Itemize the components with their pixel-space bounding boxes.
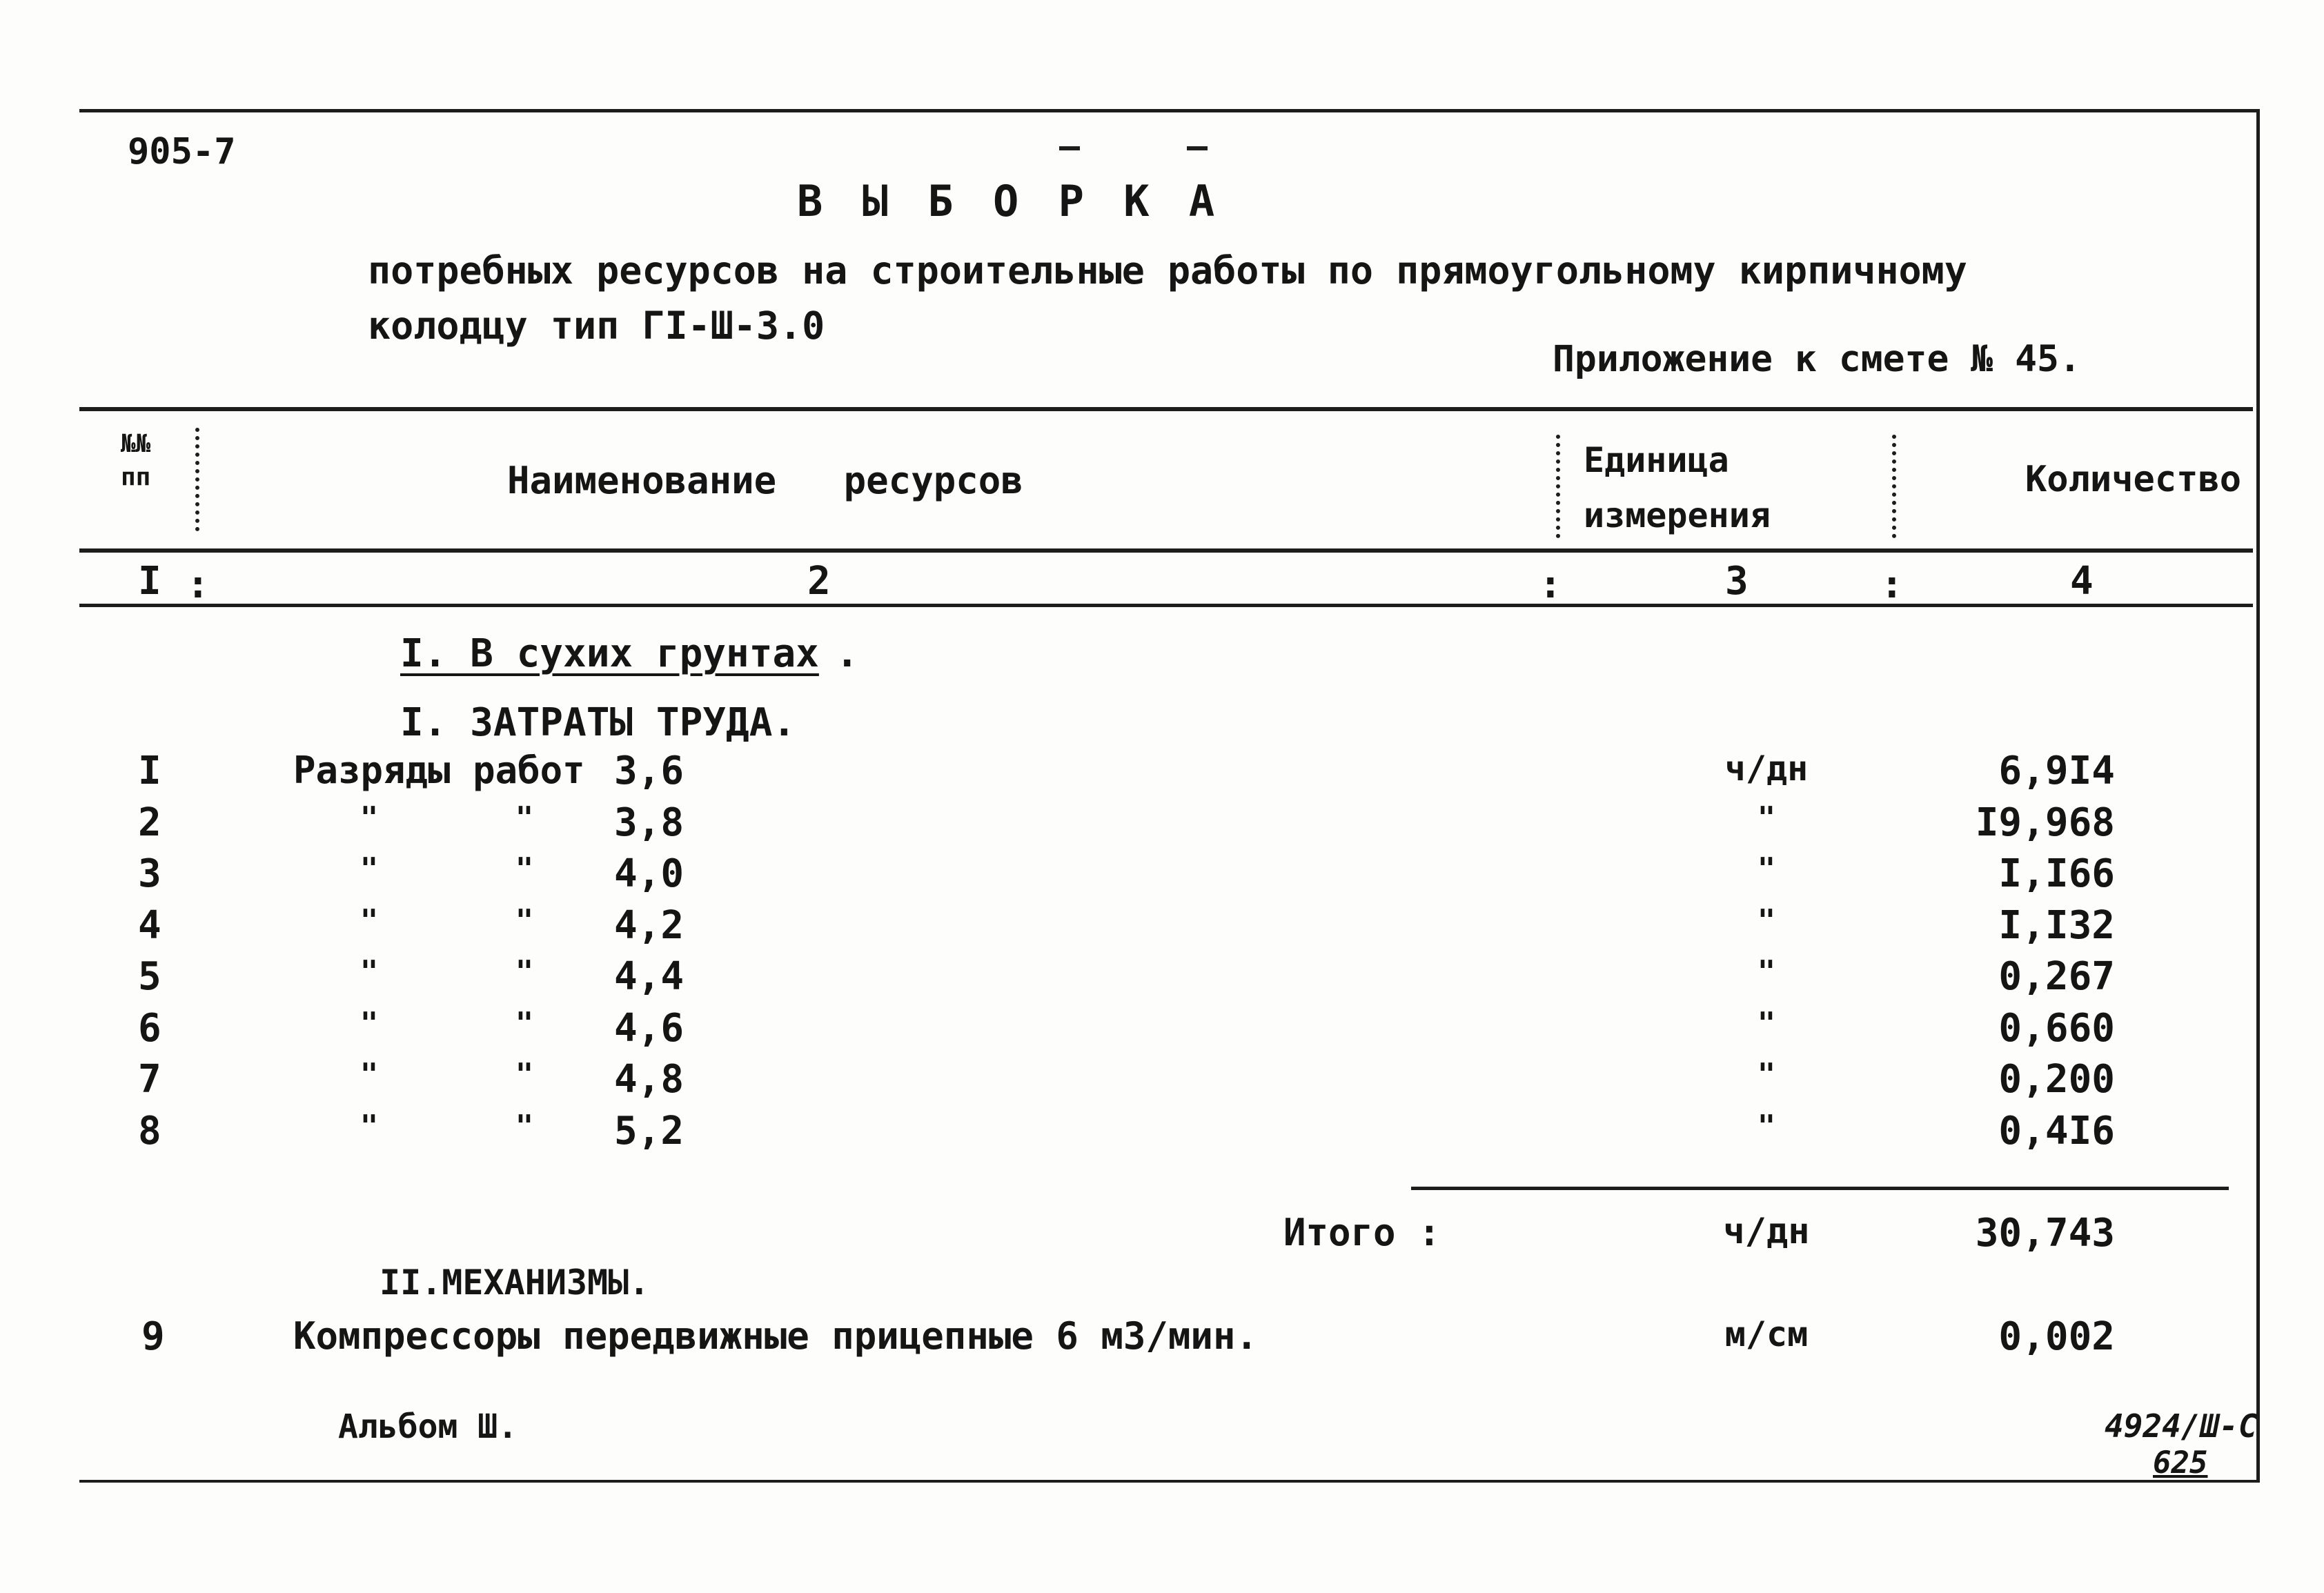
- document-title: В Ы Б О Р К А: [797, 176, 1222, 226]
- labor-row-quantity: 0,267: [1998, 954, 2115, 999]
- diacritic-mark: [1059, 146, 1080, 150]
- subsection-heading-labor: I. ЗАТРАТЫ ТРУДА.: [400, 700, 796, 745]
- appendix-reference: Приложение к смете № 45.: [1553, 338, 2081, 380]
- header-rule-top: [79, 407, 2253, 411]
- mech-row-quantity: 0,002: [1998, 1314, 2115, 1359]
- labor-row-quantity: 0,660: [1998, 1006, 2115, 1051]
- labor-row-number: 8: [138, 1109, 161, 1154]
- labor-row-unit: ": [1757, 851, 1776, 887]
- labor-row-number: 7: [138, 1057, 161, 1102]
- labor-row-ditto: ": [360, 1109, 379, 1144]
- labor-row-number: 2: [138, 800, 161, 845]
- header-rule-bottom: [79, 604, 2253, 607]
- labor-row-number: I: [138, 749, 161, 793]
- labor-row-number: 3: [138, 851, 161, 896]
- labor-row-unit: ч/дн: [1724, 749, 1809, 789]
- labor-row-number: 6: [138, 1006, 161, 1051]
- total-rule: [1411, 1187, 2229, 1190]
- col-marker: :: [1880, 562, 1904, 607]
- section-heading-suffix: .: [835, 631, 859, 676]
- labor-row-grade: 4,4: [614, 954, 685, 999]
- col-marker: :: [186, 562, 210, 607]
- frame-bottom: [79, 1480, 2260, 1483]
- document-subtitle-line1: потребных ресурсов на строительные работы по прямоугольному кирпичному: [368, 248, 1967, 293]
- labor-row-ditto: ": [515, 1109, 534, 1144]
- header-col-name: Наименование ресурсов: [507, 459, 1023, 502]
- col-marker: :: [1539, 562, 1562, 607]
- subsection-heading-mechanisms: II.МЕХАНИЗМЫ.: [380, 1263, 650, 1303]
- frame-top: [79, 109, 2260, 112]
- labor-row-number: 5: [138, 954, 161, 999]
- labor-row-quantity: I9,968: [1975, 800, 2115, 845]
- labor-row-ditto: ": [515, 903, 534, 938]
- labor-row-number: 4: [138, 903, 161, 948]
- labor-row-grade: 4,2: [614, 903, 685, 948]
- total-unit: ч/дн: [1723, 1211, 1810, 1252]
- labor-row-quantity: 0,200: [1998, 1057, 2115, 1102]
- labor-row-ditto: ": [515, 851, 534, 887]
- header-col-number: №№ пп: [121, 430, 151, 491]
- col-number-4: 4: [2070, 559, 2094, 604]
- stamp-line2: 625: [2153, 1445, 2208, 1481]
- labor-row-grade: 3,8: [614, 800, 685, 845]
- labor-row-ditto: ": [360, 1006, 379, 1041]
- header-col-quantity: Количество: [2025, 459, 2242, 500]
- labor-row-ditto: ": [515, 1006, 534, 1041]
- col-number-2: 2: [807, 559, 831, 604]
- labor-row-unit: ": [1757, 800, 1776, 835]
- labor-row-grade: 5,2: [614, 1109, 685, 1154]
- col-separator: [195, 428, 199, 531]
- col-number-3: 3: [1725, 559, 1749, 604]
- labor-row-ditto: ": [515, 1057, 534, 1092]
- labor-row-grade: 4,6: [614, 1006, 685, 1051]
- document-subtitle-line2: колодцу тип ГI-Ш-3.0: [368, 304, 825, 348]
- doc-code: 905-7: [128, 131, 236, 172]
- labor-row-ditto: ": [360, 851, 379, 887]
- labor-row-quantity: I,I32: [1998, 903, 2115, 948]
- labor-row-grade: 3,6: [614, 749, 685, 793]
- labor-row-unit: ": [1757, 903, 1776, 938]
- col-separator: [1556, 435, 1560, 538]
- album-reference: Альбом Ш.: [338, 1407, 518, 1446]
- mech-row-unit: м/см: [1724, 1314, 1809, 1354]
- labor-row-ditto: ": [360, 903, 379, 938]
- labor-row-unit: ": [1757, 954, 1776, 989]
- total-label: Итого :: [1283, 1211, 1441, 1254]
- mech-row-name: Компрессоры передвижные прицепные 6 м3/мин.: [293, 1314, 1258, 1358]
- col-number-1: I: [138, 559, 161, 604]
- mech-row-number: 9: [141, 1314, 165, 1359]
- labor-row-ditto: ": [360, 800, 379, 835]
- section-heading-text: I. В сухих грунтах: [400, 631, 819, 676]
- labor-row-ditto: ": [360, 1057, 379, 1092]
- labor-row-unit: ": [1757, 1006, 1776, 1041]
- labor-row-ditto: ": [515, 800, 534, 835]
- labor-row-quantity: 0,4I6: [1998, 1109, 2115, 1154]
- col-separator: [1892, 435, 1896, 538]
- header-col-unit-line2: измерения: [1584, 495, 1771, 535]
- labor-row-grade: 4,0: [614, 851, 685, 896]
- diacritic-mark: [1187, 146, 1208, 150]
- header-col-unit-line1: Единица: [1584, 440, 1729, 480]
- stamp-line1: 4924/Ш-С: [2105, 1407, 2258, 1445]
- labor-row-unit: ": [1757, 1109, 1776, 1144]
- labor-row-unit: ": [1757, 1057, 1776, 1092]
- section-heading: [400, 631, 859, 676]
- header-rule-mid: [79, 548, 2253, 553]
- labor-row-grade: 4,8: [614, 1057, 685, 1102]
- labor-row-ditto: ": [515, 954, 534, 989]
- labor-row-ditto: ": [360, 954, 379, 989]
- total-quantity: 30,743: [1975, 1211, 2115, 1256]
- frame-right: [2256, 109, 2260, 1482]
- labor-row-quantity: I,I66: [1998, 851, 2115, 896]
- labor-row-name: Разряды работ: [293, 749, 585, 792]
- labor-row-quantity: 6,9I4: [1998, 749, 2115, 793]
